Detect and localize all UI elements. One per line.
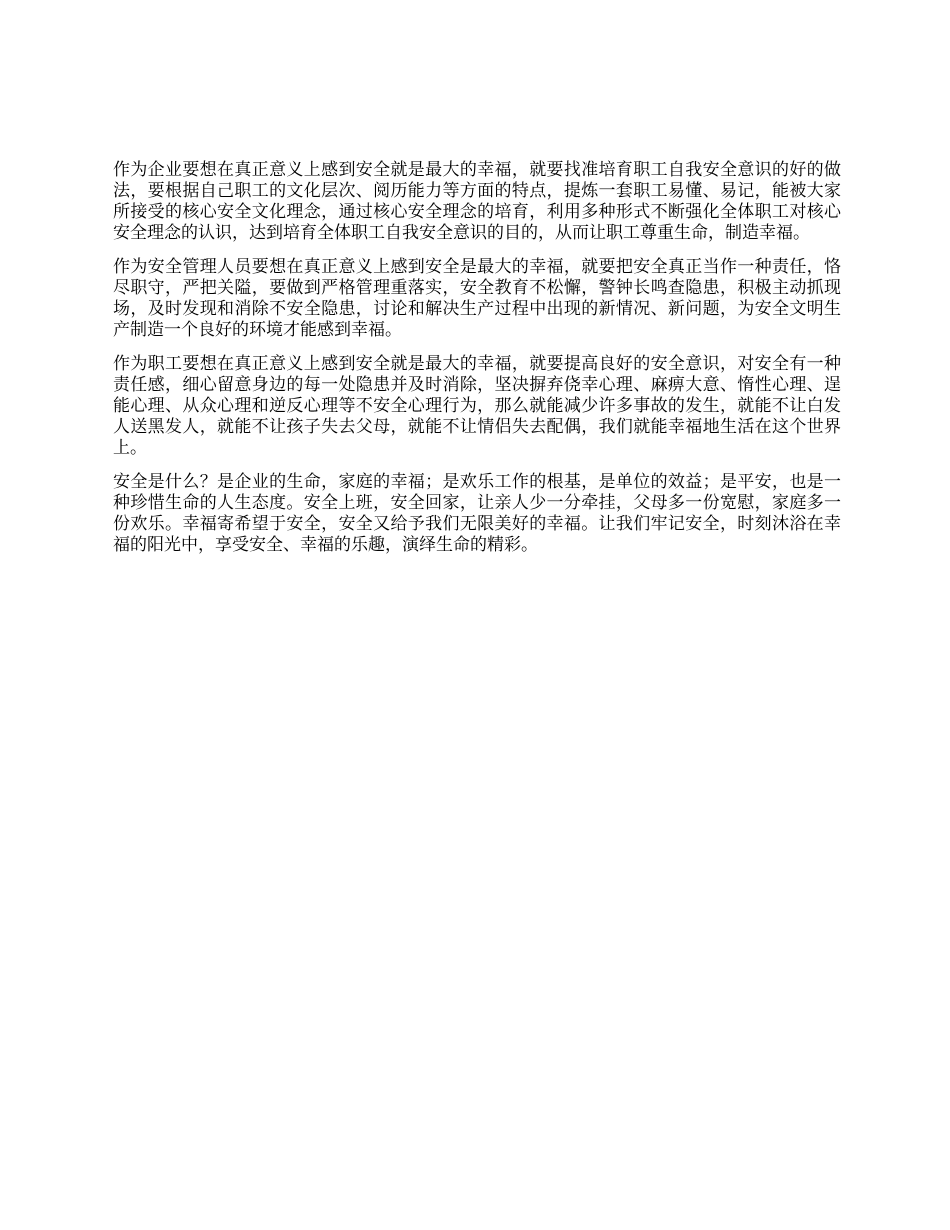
paragraph-4: 安全是什么？是企业的生命，家庭的幸福；是欢乐工作的根基，是单位的效益；是平安，也是一种珍惜生命的人生态度。安全上班，安全回家，让亲人少一分牵挂，父母多一份宽慰，家庭多一份欢乐。幸福寄希望于安全，安全又给予我们无限美好的幸福。让我们牢记安全，时刻沐浴在幸福的阳光中，享受安全、幸福的乐趣，演绎生命的精彩。 (113, 472, 841, 555)
paragraph-1: 作为企业要想在真正意义上感到安全就是最大的幸福，就要找准培育职工自我安全意识的好的做法，要根据自己职工的文化层次、阅历能力等方面的特点，提炼一套职工易懂、易记，能被大家所接受的核心安全文化理念，通过核心安全理念的培育，利用多种形式不断强化全体职工对核心安全理念的认识，达到培育全体职工自我安全意识的目的，从而让职工尊重生命，制造幸福。 (113, 160, 841, 243)
paragraph-3: 作为职工要想在真正意义上感到安全就是最大的幸福，就要提高良好的安全意识，对安全有一种责任感，细心留意身边的每一处隐患并及时消除，坚决摒弃侥幸心理、麻痹大意、惰性心理、逞能心理、从众心理和逆反心理等不安全心理行为，那么就能减少许多事故的发生，就能不让白发人送黑发人，就能不让孩子失去父母，就能不让情侣失去配偶，我们就能幸福地生活在这个世界上。 (113, 354, 841, 458)
document-body (113, 160, 841, 569)
paragraph-2: 作为安全管理人员要想在真正意义上感到安全是最大的幸福，就要把安全真正当作一种责任，恪尽职守，严把关隘，要做到严格管理重落实，安全教育不松懈，警钟长鸣查隐患，积极主动抓现场，及时发现和消除不安全隐患，讨论和解决生产过程中出现的新情况、新问题，为安全文明生产制造一个良好的环境才能感到幸福。 (113, 257, 841, 340)
